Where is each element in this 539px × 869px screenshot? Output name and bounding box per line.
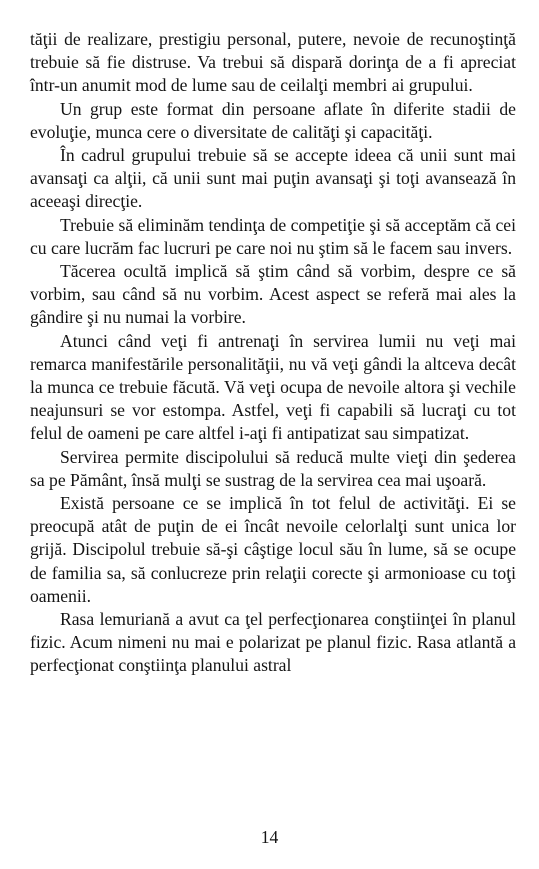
paragraph-occult-silence: Tăcerea ocultă implică să ştim când să vorbim, despre ce să vorbim, sau când să nu vorbim. Acest aspect se referă mai ales la gândire şi nu numai la vorbire. <box>30 261 516 328</box>
book-page-text <box>30 28 516 678</box>
paragraph-world-service: Atunci când veţi fi antrenaţi în servirea lumii nu veţi mai remarca manifestările personalităţii, nu vă veţi gândi la altceva decât la munca ce trebuie făcută. Vă veţi ocupa de nevoile altora şi vechile neajunsuri se vor estompa. Astfel, veţi fi capabili să lucraţi cu tot felul de oameni pe care altfel i-aţi fi antipatizat sau simpatizat. <box>30 330 516 444</box>
page-number: 14 <box>260 827 279 847</box>
paragraph-group-acceptance: În cadrul grupului trebuie să se accepte ideea că unii sunt mai avansaţi ca alţii, că unii sunt mai puţin avansaţi şi toţi avansează în aceeaşi direcţie. <box>30 145 516 212</box>
paragraph-competition: Trebuie să eliminăm tendinţa de competiţie şi să acceptăm că cei cu care lucrăm fac lucruri pe care noi nu ştim să le facem sau invers. <box>30 214 516 258</box>
paragraph-service-disciple: Servirea permite discipolului să reducă multe vieţi din şederea sa pe Pământ, însă mulţi se sustrag de la servirea cea mai uşoară. <box>30 446 516 490</box>
paragraph-races: Rasa lemuriană a avut ca ţel perfecţionarea conştiinţei în planul fizic. Acum nimeni nu mai e polarizat pe planul fizic. Rasa atlantă a perfecţionat conştiinţa planului astral <box>30 609 516 676</box>
paragraph-continuation: tăţii de realizare, prestigiu personal, putere, nevoie de recunoştinţă trebuie să fie distruse. Va trebui să dispară dorinţa de a fi apreciat într-un anumit mod de lume sau de ceilalţi membri ai grupului. <box>30 29 516 96</box>
paragraph-group-composition: Un grup este format din persoane aflate în diferite stadii de evoluţie, munca cere o diversitate de calităţi şi capacităţi. <box>30 98 516 142</box>
paragraph-activities: Există persoane ce se implică în tot felul de activităţi. Ei se preocupă atât de puţin de ei încât nevoile celorlalţi sunt unica lor grijă. Discipolul trebuie să-şi câştige locul său în lume, să se ocupe de familia sa, să conlucreze prin relaţii corecte şi armonioase cu toţi oamenii. <box>30 493 516 606</box>
